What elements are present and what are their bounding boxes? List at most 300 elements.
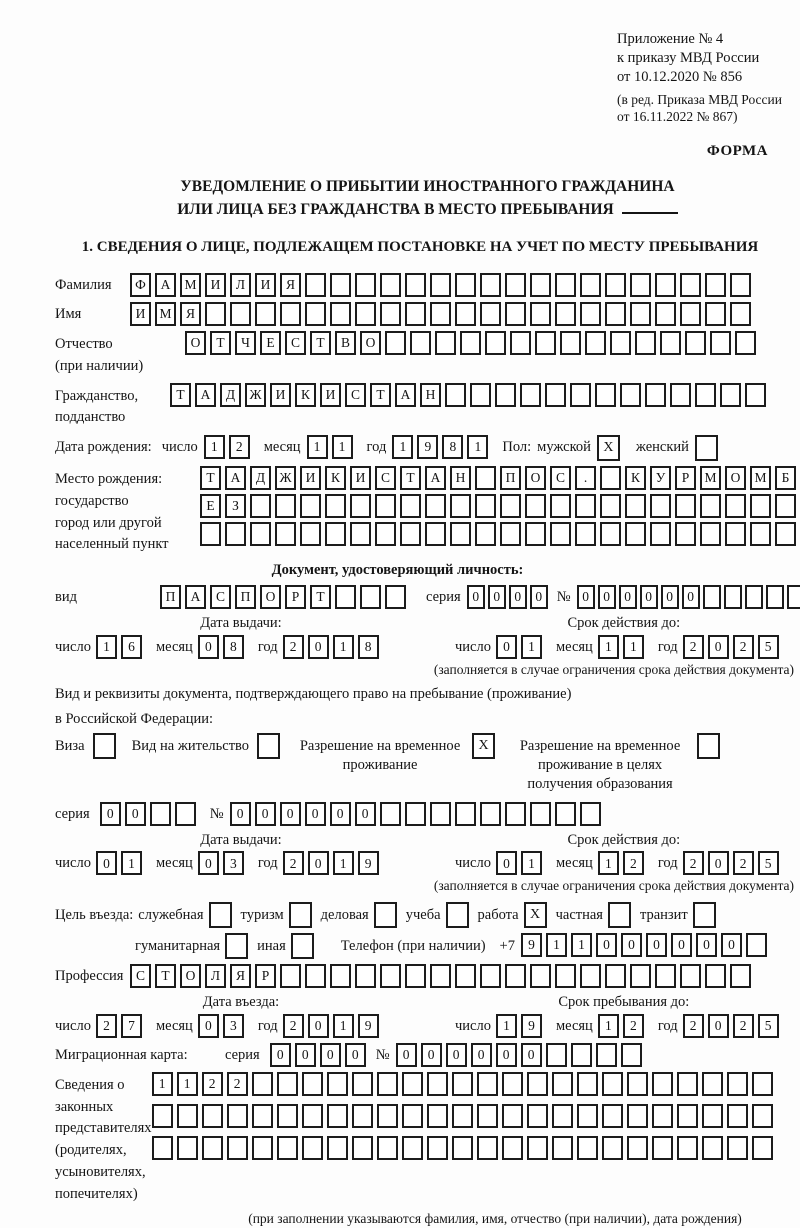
char-box[interactable]: [150, 802, 171, 826]
char-box[interactable]: 1: [152, 1072, 173, 1096]
char-box[interactable]: [727, 1104, 748, 1128]
char-box[interactable]: [552, 1104, 573, 1128]
char-box[interactable]: О: [185, 331, 206, 355]
char-box[interactable]: [410, 331, 431, 355]
char-box[interactable]: 0: [280, 802, 301, 826]
char-box[interactable]: [602, 1136, 623, 1160]
sex-female-checkbox[interactable]: [695, 435, 718, 461]
char-box[interactable]: 0: [708, 1014, 729, 1038]
char-box[interactable]: А: [155, 273, 176, 297]
char-box[interactable]: [700, 522, 721, 546]
char-box[interactable]: В: [335, 331, 356, 355]
char-box[interactable]: [327, 1104, 348, 1128]
char-box[interactable]: [252, 1136, 273, 1160]
char-box[interactable]: Ж: [275, 466, 296, 490]
char-box[interactable]: [502, 1072, 523, 1096]
char-box[interactable]: [325, 522, 346, 546]
char-box[interactable]: [555, 802, 576, 826]
char-box[interactable]: [430, 302, 451, 326]
char-box[interactable]: [305, 273, 326, 297]
char-box[interactable]: 0: [619, 585, 637, 609]
char-box[interactable]: С: [285, 331, 306, 355]
char-box[interactable]: 3: [223, 1014, 244, 1038]
char-box[interactable]: 0: [421, 1043, 442, 1067]
char-box[interactable]: [560, 331, 581, 355]
char-box[interactable]: [452, 1072, 473, 1096]
char-box[interactable]: 0: [198, 1014, 219, 1038]
char-box[interactable]: Т: [310, 585, 331, 609]
char-box[interactable]: [475, 494, 496, 518]
char-box[interactable]: [766, 585, 784, 609]
char-box[interactable]: [577, 1072, 598, 1096]
char-box[interactable]: [705, 302, 726, 326]
char-box[interactable]: [425, 494, 446, 518]
char-box[interactable]: 1: [96, 635, 117, 659]
char-box[interactable]: 0: [682, 585, 700, 609]
char-box[interactable]: [327, 1072, 348, 1096]
char-box[interactable]: [385, 331, 406, 355]
char-box[interactable]: Л: [230, 273, 251, 297]
char-box[interactable]: [402, 1072, 423, 1096]
purpose-transit-checkbox[interactable]: [693, 902, 716, 928]
char-box[interactable]: [720, 383, 741, 407]
char-box[interactable]: [330, 964, 351, 988]
char-box[interactable]: [520, 383, 541, 407]
char-box[interactable]: [652, 1136, 673, 1160]
char-box[interactable]: 5: [758, 851, 779, 875]
char-box[interactable]: [477, 1104, 498, 1128]
char-box[interactable]: Я: [230, 964, 251, 988]
char-box[interactable]: С: [210, 585, 231, 609]
char-box[interactable]: Р: [285, 585, 306, 609]
char-box[interactable]: 8: [442, 435, 463, 459]
char-box[interactable]: 1: [546, 933, 567, 957]
char-box[interactable]: [752, 1136, 773, 1160]
char-box[interactable]: Д: [250, 466, 271, 490]
char-box[interactable]: 0: [96, 851, 117, 875]
char-box[interactable]: [775, 522, 796, 546]
char-box[interactable]: [627, 1104, 648, 1128]
char-box[interactable]: [352, 1104, 373, 1128]
char-box[interactable]: [710, 331, 731, 355]
char-box[interactable]: К: [295, 383, 316, 407]
char-box[interactable]: 0: [295, 1043, 316, 1067]
char-box[interactable]: [702, 1136, 723, 1160]
char-box[interactable]: [330, 273, 351, 297]
purpose-tourism-checkbox[interactable]: [289, 902, 312, 928]
char-box[interactable]: [470, 383, 491, 407]
char-box[interactable]: [375, 522, 396, 546]
char-box[interactable]: [200, 522, 221, 546]
char-box[interactable]: [702, 1104, 723, 1128]
char-box[interactable]: О: [180, 964, 201, 988]
char-box[interactable]: 1: [521, 635, 542, 659]
char-box[interactable]: Ч: [235, 331, 256, 355]
char-box[interactable]: [302, 1104, 323, 1128]
char-box[interactable]: [775, 494, 796, 518]
char-box[interactable]: П: [235, 585, 256, 609]
char-box[interactable]: 0: [640, 585, 658, 609]
char-box[interactable]: [630, 273, 651, 297]
char-box[interactable]: С: [375, 466, 396, 490]
char-box[interactable]: [580, 802, 601, 826]
char-box[interactable]: И: [130, 302, 151, 326]
char-box[interactable]: [535, 331, 556, 355]
char-box[interactable]: [505, 273, 526, 297]
char-box[interactable]: [455, 802, 476, 826]
char-box[interactable]: 0: [305, 802, 326, 826]
char-box[interactable]: [580, 964, 601, 988]
char-box[interactable]: [405, 273, 426, 297]
purpose-other-checkbox[interactable]: [291, 933, 314, 959]
char-box[interactable]: 0: [355, 802, 376, 826]
char-box[interactable]: [435, 331, 456, 355]
char-box[interactable]: [675, 522, 696, 546]
purpose-official-checkbox[interactable]: [209, 902, 232, 928]
char-box[interactable]: 0: [661, 585, 679, 609]
char-box[interactable]: [705, 273, 726, 297]
char-box[interactable]: [752, 1072, 773, 1096]
char-box[interactable]: [750, 494, 771, 518]
char-box[interactable]: [510, 331, 531, 355]
char-box[interactable]: М: [180, 273, 201, 297]
char-box[interactable]: [652, 1104, 673, 1128]
char-box[interactable]: [660, 331, 681, 355]
char-box[interactable]: [745, 585, 763, 609]
char-box[interactable]: [602, 1072, 623, 1096]
char-box[interactable]: [675, 494, 696, 518]
char-box[interactable]: [600, 494, 621, 518]
char-box[interactable]: 0: [396, 1043, 417, 1067]
char-box[interactable]: Е: [200, 494, 221, 518]
char-box[interactable]: [480, 302, 501, 326]
char-box[interactable]: [555, 964, 576, 988]
char-box[interactable]: [600, 522, 621, 546]
char-box[interactable]: 2: [683, 1014, 704, 1038]
char-box[interactable]: [480, 964, 501, 988]
char-box[interactable]: [202, 1104, 223, 1128]
char-box[interactable]: 1: [332, 435, 353, 459]
purpose-work-checkbox[interactable]: X: [524, 902, 547, 928]
char-box[interactable]: Н: [420, 383, 441, 407]
char-box[interactable]: [452, 1104, 473, 1128]
char-box[interactable]: [300, 494, 321, 518]
char-box[interactable]: [355, 964, 376, 988]
char-box[interactable]: [645, 383, 666, 407]
option-residence-permit-checkbox[interactable]: [257, 733, 280, 759]
char-box[interactable]: О: [725, 466, 746, 490]
char-box[interactable]: [700, 494, 721, 518]
char-box[interactable]: [380, 964, 401, 988]
char-box[interactable]: [725, 522, 746, 546]
char-box[interactable]: 9: [521, 1014, 542, 1038]
char-box[interactable]: [505, 302, 526, 326]
char-box[interactable]: М: [750, 466, 771, 490]
option-visa-checkbox[interactable]: [93, 733, 116, 759]
char-box[interactable]: 3: [223, 851, 244, 875]
char-box[interactable]: Д: [220, 383, 241, 407]
char-box[interactable]: [555, 273, 576, 297]
char-box[interactable]: [525, 494, 546, 518]
char-box[interactable]: 0: [646, 933, 667, 957]
char-box[interactable]: 0: [496, 1043, 517, 1067]
char-box[interactable]: 2: [683, 851, 704, 875]
char-box[interactable]: [680, 273, 701, 297]
char-box[interactable]: А: [425, 466, 446, 490]
char-box[interactable]: [400, 494, 421, 518]
char-box[interactable]: [252, 1104, 273, 1128]
char-box[interactable]: [527, 1072, 548, 1096]
char-box[interactable]: [580, 273, 601, 297]
char-box[interactable]: А: [185, 585, 206, 609]
char-box[interactable]: [677, 1136, 698, 1160]
char-box[interactable]: [445, 383, 466, 407]
char-box[interactable]: 0: [509, 585, 527, 609]
char-box[interactable]: [477, 1136, 498, 1160]
char-box[interactable]: 1: [571, 933, 592, 957]
char-box[interactable]: [577, 1136, 598, 1160]
char-box[interactable]: [680, 302, 701, 326]
char-box[interactable]: [625, 522, 646, 546]
char-box[interactable]: Я: [280, 273, 301, 297]
char-box[interactable]: 2: [733, 635, 754, 659]
char-box[interactable]: [427, 1136, 448, 1160]
char-box[interactable]: [350, 522, 371, 546]
char-box[interactable]: [335, 585, 356, 609]
char-box[interactable]: [275, 494, 296, 518]
char-box[interactable]: [355, 302, 376, 326]
char-box[interactable]: [255, 302, 276, 326]
char-box[interactable]: 0: [696, 933, 717, 957]
char-box[interactable]: 0: [230, 802, 251, 826]
char-box[interactable]: Т: [155, 964, 176, 988]
char-box[interactable]: [627, 1072, 648, 1096]
char-box[interactable]: [252, 1072, 273, 1096]
char-box[interactable]: [277, 1136, 298, 1160]
char-box[interactable]: [455, 302, 476, 326]
char-box[interactable]: [495, 383, 516, 407]
char-box[interactable]: [302, 1136, 323, 1160]
char-box[interactable]: [610, 331, 631, 355]
char-box[interactable]: [752, 1104, 773, 1128]
char-box[interactable]: [377, 1072, 398, 1096]
char-box[interactable]: 0: [530, 585, 548, 609]
char-box[interactable]: [702, 1072, 723, 1096]
char-box[interactable]: [330, 302, 351, 326]
char-box[interactable]: [575, 494, 596, 518]
char-box[interactable]: 5: [758, 635, 779, 659]
option-temp-residence-education-checkbox[interactable]: [697, 733, 720, 759]
char-box[interactable]: [327, 1136, 348, 1160]
char-box[interactable]: М: [155, 302, 176, 326]
char-box[interactable]: 1: [521, 851, 542, 875]
char-box[interactable]: [352, 1072, 373, 1096]
char-box[interactable]: П: [160, 585, 181, 609]
char-box[interactable]: Я: [180, 302, 201, 326]
char-box[interactable]: 5: [758, 1014, 779, 1038]
char-box[interactable]: [724, 585, 742, 609]
char-box[interactable]: [375, 494, 396, 518]
char-box[interactable]: [552, 1072, 573, 1096]
char-box[interactable]: [575, 522, 596, 546]
char-box[interactable]: [655, 302, 676, 326]
char-box[interactable]: [502, 1104, 523, 1128]
char-box[interactable]: [677, 1104, 698, 1128]
char-box[interactable]: [455, 273, 476, 297]
char-box[interactable]: Ф: [130, 273, 151, 297]
char-box[interactable]: К: [325, 466, 346, 490]
char-box[interactable]: [305, 964, 326, 988]
char-box[interactable]: [452, 1136, 473, 1160]
char-box[interactable]: [352, 1136, 373, 1160]
char-box[interactable]: [650, 494, 671, 518]
char-box[interactable]: [552, 1136, 573, 1160]
char-box[interactable]: 0: [596, 933, 617, 957]
char-box[interactable]: 1: [177, 1072, 198, 1096]
char-box[interactable]: 8: [223, 635, 244, 659]
char-box[interactable]: [627, 1136, 648, 1160]
char-box[interactable]: [505, 802, 526, 826]
char-box[interactable]: [427, 1072, 448, 1096]
char-box[interactable]: 1: [333, 635, 354, 659]
char-box[interactable]: 0: [598, 585, 616, 609]
char-box[interactable]: [625, 494, 646, 518]
char-box[interactable]: 2: [733, 1014, 754, 1038]
char-box[interactable]: [400, 522, 421, 546]
char-box[interactable]: 0: [671, 933, 692, 957]
char-box[interactable]: Е: [260, 331, 281, 355]
char-box[interactable]: [385, 585, 406, 609]
char-box[interactable]: [380, 302, 401, 326]
char-box[interactable]: [545, 383, 566, 407]
char-box[interactable]: К: [625, 466, 646, 490]
char-box[interactable]: [460, 331, 481, 355]
char-box[interactable]: [695, 383, 716, 407]
char-box[interactable]: [475, 466, 496, 490]
char-box[interactable]: А: [195, 383, 216, 407]
char-box[interactable]: [650, 522, 671, 546]
char-box[interactable]: С: [130, 964, 151, 988]
purpose-study-checkbox[interactable]: [446, 902, 469, 928]
char-box[interactable]: [277, 1072, 298, 1096]
char-box[interactable]: [652, 1072, 673, 1096]
char-box[interactable]: [530, 273, 551, 297]
char-box[interactable]: [350, 494, 371, 518]
char-box[interactable]: Б: [775, 466, 796, 490]
char-box[interactable]: [530, 802, 551, 826]
char-box[interactable]: [455, 964, 476, 988]
char-box[interactable]: О: [260, 585, 281, 609]
char-box[interactable]: Т: [310, 331, 331, 355]
char-box[interactable]: 2: [623, 851, 644, 875]
char-box[interactable]: 2: [733, 851, 754, 875]
char-box[interactable]: [502, 1136, 523, 1160]
char-box[interactable]: [177, 1104, 198, 1128]
char-box[interactable]: 0: [100, 802, 121, 826]
char-box[interactable]: [280, 964, 301, 988]
char-box[interactable]: Т: [200, 466, 221, 490]
char-box[interactable]: [480, 802, 501, 826]
char-box[interactable]: 0: [345, 1043, 366, 1067]
char-box[interactable]: [405, 964, 426, 988]
char-box[interactable]: 6: [121, 635, 142, 659]
char-box[interactable]: [787, 585, 800, 609]
char-box[interactable]: [730, 302, 751, 326]
char-box[interactable]: А: [225, 466, 246, 490]
char-box[interactable]: [527, 1136, 548, 1160]
char-box[interactable]: [380, 273, 401, 297]
char-box[interactable]: [605, 964, 626, 988]
char-box[interactable]: [680, 964, 701, 988]
char-box[interactable]: И: [300, 466, 321, 490]
char-box[interactable]: [480, 273, 501, 297]
char-box[interactable]: [655, 964, 676, 988]
char-box[interactable]: 2: [283, 851, 304, 875]
char-box[interactable]: [730, 273, 751, 297]
char-box[interactable]: 2: [229, 435, 250, 459]
char-box[interactable]: [430, 273, 451, 297]
char-box[interactable]: 9: [358, 1014, 379, 1038]
char-box[interactable]: [605, 302, 626, 326]
char-box[interactable]: [325, 494, 346, 518]
char-box[interactable]: 8: [358, 635, 379, 659]
char-box[interactable]: [550, 494, 571, 518]
char-box[interactable]: 0: [496, 851, 517, 875]
char-box[interactable]: [205, 302, 226, 326]
char-box[interactable]: [596, 1043, 617, 1067]
char-box[interactable]: А: [395, 383, 416, 407]
char-box[interactable]: [595, 383, 616, 407]
char-box[interactable]: [450, 522, 471, 546]
char-box[interactable]: 0: [308, 635, 329, 659]
char-box[interactable]: И: [350, 466, 371, 490]
char-box[interactable]: 0: [446, 1043, 467, 1067]
char-box[interactable]: 2: [283, 1014, 304, 1038]
char-box[interactable]: 1: [623, 635, 644, 659]
char-box[interactable]: [202, 1136, 223, 1160]
char-box[interactable]: 7: [121, 1014, 142, 1038]
option-temp-residence-checkbox[interactable]: X: [472, 733, 495, 759]
char-box[interactable]: .: [575, 466, 596, 490]
char-box[interactable]: [725, 494, 746, 518]
char-box[interactable]: 0: [330, 802, 351, 826]
char-box[interactable]: 2: [623, 1014, 644, 1038]
char-box[interactable]: [727, 1072, 748, 1096]
char-box[interactable]: И: [270, 383, 291, 407]
char-box[interactable]: 0: [198, 635, 219, 659]
char-box[interactable]: [555, 302, 576, 326]
char-box[interactable]: [230, 302, 251, 326]
char-box[interactable]: [620, 383, 641, 407]
char-box[interactable]: 1: [121, 851, 142, 875]
char-box[interactable]: [685, 331, 706, 355]
char-box[interactable]: [600, 466, 621, 490]
purpose-humanitarian-checkbox[interactable]: [225, 933, 248, 959]
char-box[interactable]: И: [255, 273, 276, 297]
char-box[interactable]: О: [525, 466, 546, 490]
char-box[interactable]: 1: [598, 1014, 619, 1038]
char-box[interactable]: [227, 1104, 248, 1128]
char-box[interactable]: 2: [283, 635, 304, 659]
char-box[interactable]: [405, 802, 426, 826]
char-box[interactable]: [360, 585, 381, 609]
char-box[interactable]: [655, 273, 676, 297]
char-box[interactable]: [602, 1104, 623, 1128]
char-box[interactable]: [377, 1136, 398, 1160]
char-box[interactable]: [621, 1043, 642, 1067]
char-box[interactable]: 1: [392, 435, 413, 459]
char-box[interactable]: [703, 585, 721, 609]
